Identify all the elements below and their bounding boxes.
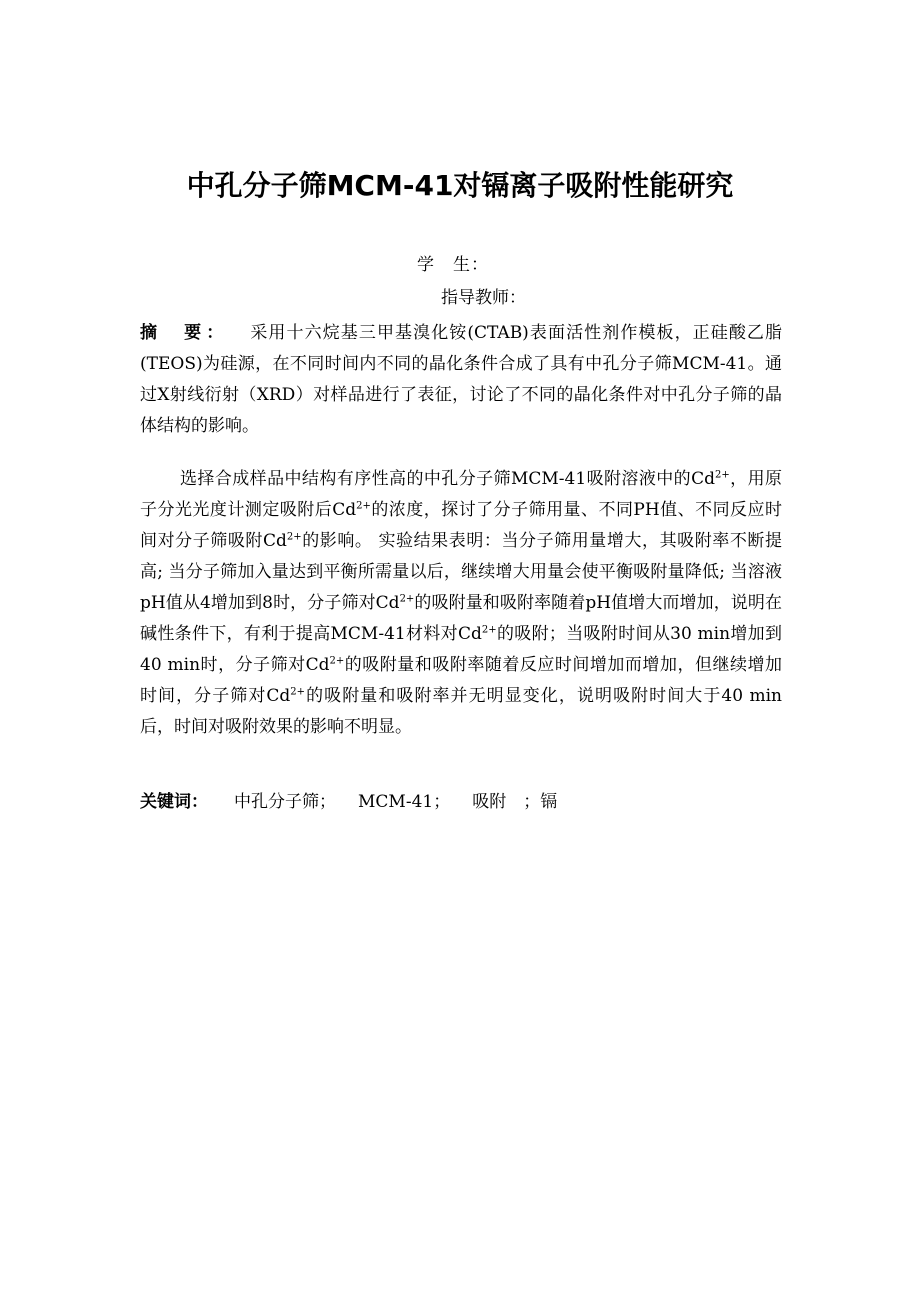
- cd-charge-superscript: 2+: [356, 500, 371, 512]
- abstract-p2-part: 的吸附量和吸附率随着反应时间增加而增加，但继续增加时间，分子筛对Cd: [140, 655, 783, 706]
- cd-charge-superscript: 2+: [714, 469, 730, 481]
- teacher-label: 指导教师：: [441, 288, 526, 308]
- keyword-item: 中孔分子筛；: [234, 792, 336, 812]
- cd-charge-superscript: 2+: [286, 531, 302, 543]
- cd-charge-superscript: 2+: [329, 655, 345, 667]
- abstract-p2-part: 的吸附量和吸附率并无明显变化，说明吸附时间大于40 min后，时间对吸附效果的影响不明显。: [140, 686, 783, 737]
- keywords-line: [140, 787, 579, 818]
- keyword-item: 吸附 ；镉: [472, 792, 558, 812]
- abstract-p2-part: ，用原子分光光度计测定吸附后Cd: [140, 469, 782, 520]
- cd-charge-superscript: 2+: [481, 624, 497, 636]
- student-label: 学 生：: [417, 255, 489, 275]
- keywords-label: 关键词：: [140, 792, 208, 812]
- abstract-label: 摘 要：: [140, 323, 229, 343]
- abstract-text-1: 采用十六烷基三甲基溴化铵(CTAB)表面活性剂作模板，正硅酸乙脂(TEOS)为硅源，在不同时间内不同的晶化条件合成了具有中孔分子筛MCM-41。通过X射线衍射（XRD）对样品进行了表征，讨论了不同的晶化条件对中孔分子筛的晶体结构的影响。: [140, 323, 783, 436]
- keyword-item: MCM-41；: [358, 792, 451, 812]
- abstract-p2-part: 的影响。 实验结果表明：当分子筛用量增大，其吸附率不断提高; 当分子筛加入量达到平衡所需量以后，继续增大用量会使平衡吸附量降低; 当溶液pH值从4增加到8时，分子筛对Cd: [140, 531, 783, 613]
- cd-charge-superscript: 2+: [399, 593, 415, 605]
- abstract-p2-part: 的浓度，探讨了分子筛用量、不同PH值、不同反应时间对分子筛吸附Cd: [140, 500, 783, 551]
- abstract-paragraph-1: [140, 318, 782, 442]
- abstract-p2-part: 的吸附量和吸附率随着pH值增大而增加，说明在碱性条件下，有利于提高MCM-41材料对Cd: [140, 593, 782, 644]
- abstract-p2-part: 选择合成样品中结构有序性高的中孔分子筛MCM-41吸附溶液中的Cd: [180, 469, 715, 489]
- abstract-paragraph-2: [140, 464, 782, 743]
- paper-title: 中孔分子筛MCM-41对镉离子吸附性能研究: [186, 169, 734, 202]
- abstract-p2-part: 的吸附；当吸附时间从30 min增加到40 min时，分子筛对Cd: [140, 624, 782, 675]
- cd-charge-superscript: 2+: [290, 686, 306, 698]
